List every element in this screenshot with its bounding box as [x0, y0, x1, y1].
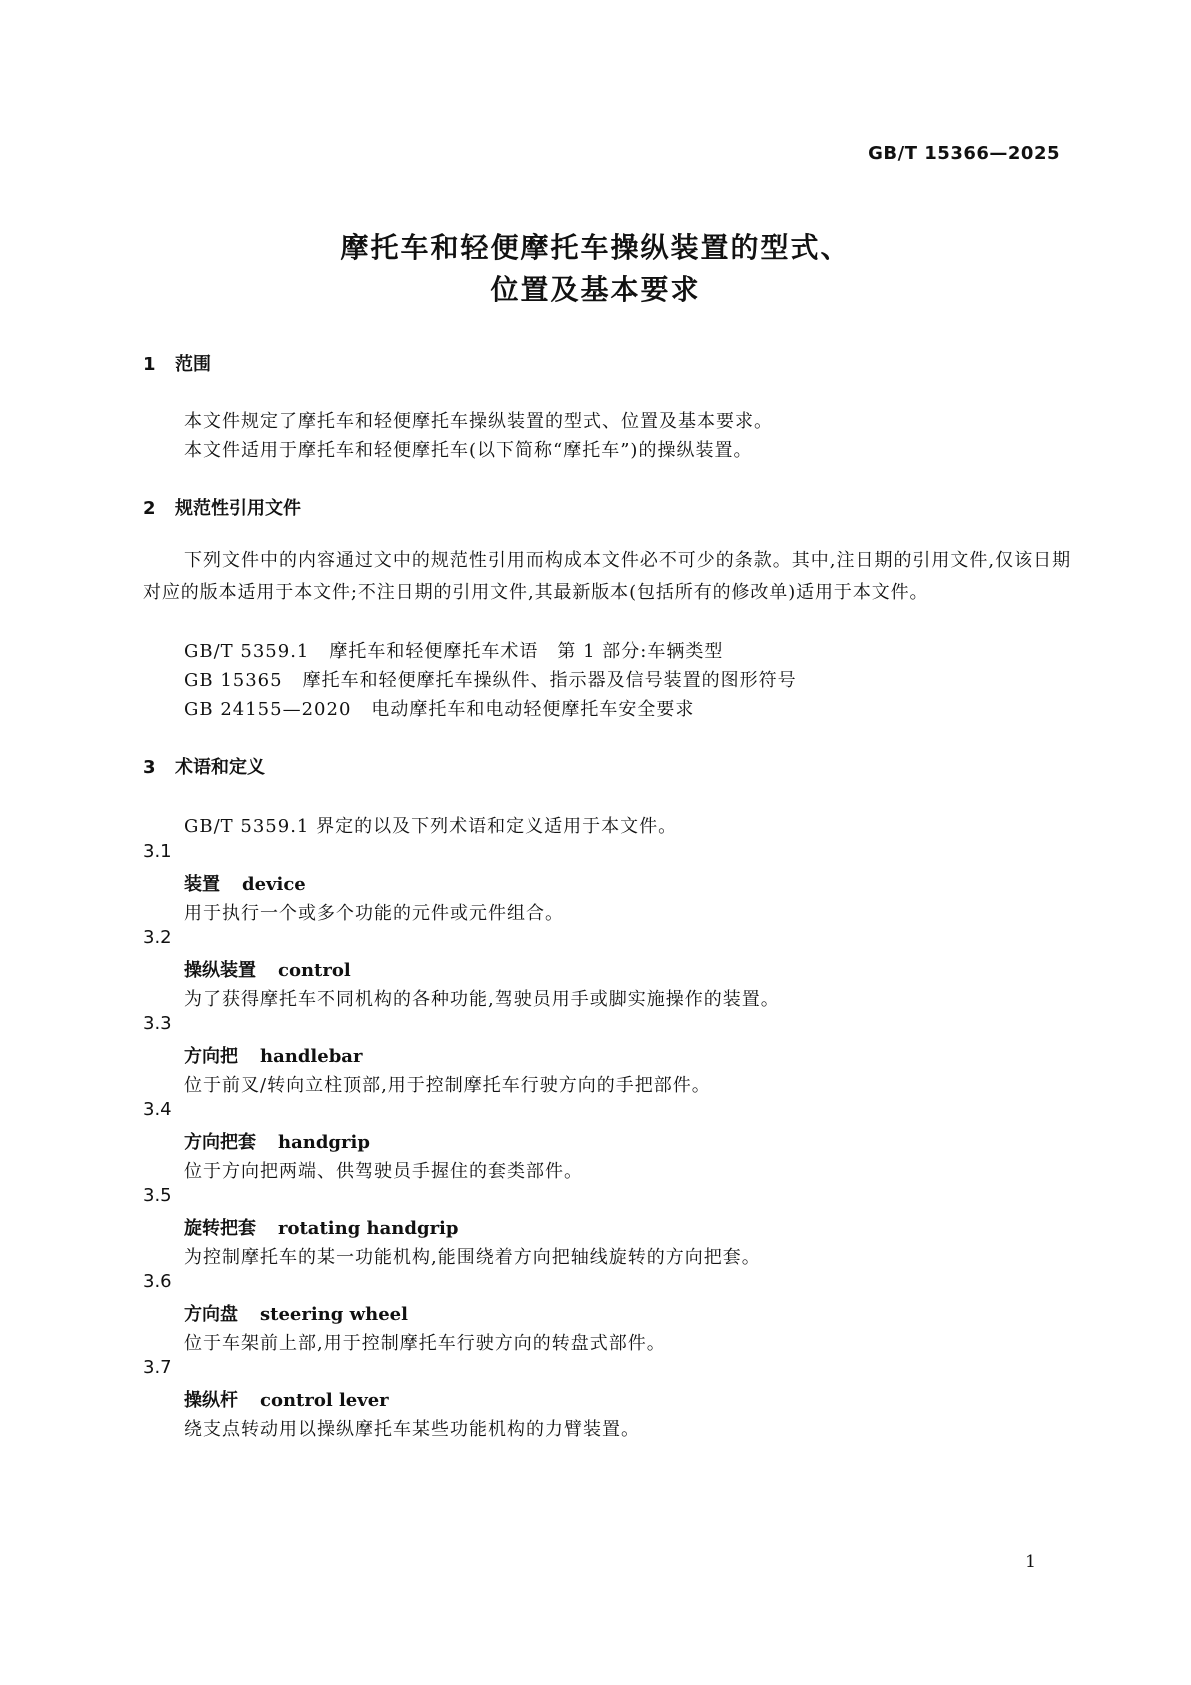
reference-item — [184, 666, 797, 692]
term-heading — [184, 1214, 458, 1240]
standard-number: GB/T 15366—2025 — [868, 143, 1060, 164]
term-chinese: 操纵杆 — [184, 1390, 238, 1411]
term-heading — [184, 870, 306, 896]
section-3-heading — [143, 753, 265, 779]
section-title: 术语和定义 — [175, 757, 265, 778]
term-heading — [184, 1386, 389, 1412]
term-definition: 位于前叉/转向立柱顶部,用于控制摩托车行驶方向的手把部件。 — [184, 1075, 711, 1096]
section-number: 2 — [143, 498, 156, 519]
page-number: 1 — [1025, 1552, 1036, 1572]
reference-item — [184, 695, 694, 721]
term-chinese: 方向盘 — [184, 1304, 238, 1325]
term-number: 3.6 — [143, 1271, 172, 1292]
term-english: rotating handgrip — [278, 1218, 459, 1239]
reference-title: 电动摩托车和电动轻便摩托车安全要求 — [371, 699, 695, 720]
section-2-heading — [143, 494, 301, 520]
term-chinese: 旋转把套 — [184, 1218, 256, 1239]
term-heading — [184, 1128, 370, 1154]
section-title: 范围 — [175, 354, 211, 375]
document-title-line-2: 位置及基本要求 — [490, 273, 701, 306]
term-english: handgrip — [278, 1132, 370, 1153]
term-chinese: 方向把 — [184, 1046, 238, 1067]
term-number: 3.5 — [143, 1185, 172, 1206]
term-heading — [184, 956, 351, 982]
term-chinese: 装置 — [184, 874, 220, 895]
term-definition: 位于方向把两端、供驾驶员手握住的套类部件。 — [184, 1161, 583, 1182]
document-title-line-1: 摩托车和轻便摩托车操纵装置的型式、 — [340, 231, 851, 264]
reference-code: GB 24155—2020 — [184, 699, 352, 720]
term-heading — [184, 1042, 362, 1068]
normative-references-paragraph: 下列文件中的内容通过文中的规范性引用而构成本文件必不可少的条款。其中,注日期的引用文件,仅该日期对应的版本适用于本文件;不注日期的引用文件,其最新版本(包括所有的修改单)适用于本文件。 — [143, 550, 1071, 603]
section-1-heading — [143, 350, 211, 376]
reference-code: GB 15365 — [184, 670, 283, 691]
term-english: device — [242, 874, 306, 895]
term-number: 3.4 — [143, 1099, 172, 1120]
term-number: 3.2 — [143, 927, 172, 948]
term-chinese: 操纵装置 — [184, 960, 256, 981]
section-number: 1 — [143, 354, 156, 375]
term-number: 3.3 — [143, 1013, 172, 1034]
term-heading — [184, 1300, 408, 1326]
term-english: control lever — [260, 1390, 389, 1411]
section-title: 规范性引用文件 — [175, 498, 301, 519]
term-definition: 绕支点转动用以操纵摩托车某些功能机构的力臂装置。 — [184, 1419, 640, 1440]
term-definition: 位于车架前上部,用于控制摩托车行驶方向的转盘式部件。 — [184, 1333, 666, 1354]
reference-code: GB/T 5359.1 — [184, 641, 310, 662]
term-number: 3.7 — [143, 1357, 172, 1378]
reference-title: 摩托车和轻便摩托车术语 第 1 部分:车辆类型 — [329, 641, 724, 662]
term-english: steering wheel — [260, 1304, 408, 1325]
term-number: 3.1 — [143, 841, 172, 862]
terms-intro: GB/T 5359.1 界定的以及下列术语和定义适用于本文件。 — [184, 816, 678, 837]
term-english: handlebar — [260, 1046, 363, 1067]
term-english: control — [278, 960, 351, 981]
scope-paragraph-1: 本文件规定了摩托车和轻便摩托车操纵装置的型式、位置及基本要求。 — [184, 411, 773, 432]
reference-title: 摩托车和轻便摩托车操纵件、指示器及信号装置的图形符号 — [302, 670, 797, 691]
term-chinese: 方向把套 — [184, 1132, 256, 1153]
reference-item — [184, 637, 723, 663]
term-definition: 为控制摩托车的某一功能机构,能围绕着方向把轴线旋转的方向把套。 — [184, 1247, 761, 1268]
term-definition: 用于执行一个或多个功能的元件或元件组合。 — [184, 903, 564, 924]
scope-paragraph-2: 本文件适用于摩托车和轻便摩托车(以下简称“摩托车”)的操纵装置。 — [184, 440, 753, 461]
section-number: 3 — [143, 757, 156, 778]
term-definition: 为了获得摩托车不同机构的各种功能,驾驶员用手或脚实施操作的装置。 — [184, 989, 780, 1010]
